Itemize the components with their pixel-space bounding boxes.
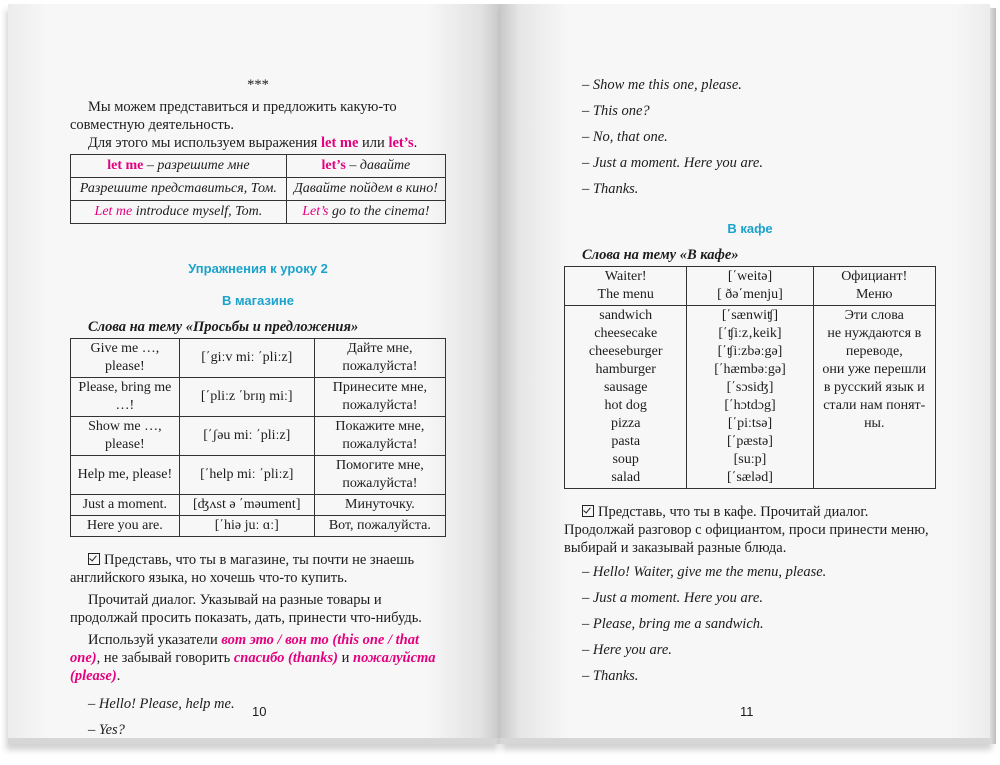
shop-header: В магазине bbox=[221, 293, 294, 308]
task-paragraph-2: Прочитай диалог. Указывай на разные товары и продолжай просить показать, дать, принести что-нибудь. bbox=[70, 592, 422, 626]
shop-dialog-continued bbox=[564, 76, 936, 198]
cafe-header: В кафе bbox=[727, 221, 773, 236]
table-row bbox=[565, 267, 936, 306]
dialog-line: – This one? bbox=[582, 103, 650, 119]
table-cell: Let me introduce myself, Tom. bbox=[71, 201, 287, 224]
right-page bbox=[500, 4, 990, 744]
cafe-task-paragraph: Представь, что ты в кафе. Прочитай диалог. Продолжай разговор с официантом, проси принести меню, выбирай и заказывай разные блюда. bbox=[564, 504, 929, 556]
table-row bbox=[71, 155, 446, 178]
table-cell: Just a moment. bbox=[71, 495, 180, 516]
task-paragraph: Представь, что ты в магазине, ты почти не знаешь английского языка, но хочешь что-то купить. bbox=[70, 552, 415, 586]
table-row bbox=[71, 456, 446, 495]
table-cell: Here you are. bbox=[71, 516, 180, 537]
checkbox-icon bbox=[582, 505, 594, 517]
cafe-table bbox=[564, 266, 936, 489]
dialog-line: – Just a moment. Here you are. bbox=[582, 590, 763, 606]
table-cell: [΄weitə] [ ðə΄menju] bbox=[687, 267, 813, 306]
intro-paragraph-2: Для этого мы используем выражения let me или let’s. bbox=[88, 135, 418, 151]
table-row bbox=[71, 178, 446, 201]
table-row bbox=[71, 378, 446, 417]
table-cell: let’s – давайте bbox=[286, 155, 445, 178]
page-number: 10 bbox=[252, 704, 267, 719]
dialog-line: – Hello! Waiter, give me the menu, please. bbox=[582, 564, 827, 580]
dialog-line: – Hello! Please, help me. bbox=[88, 696, 235, 712]
table-row bbox=[71, 339, 446, 378]
let-me-term: let me bbox=[320, 135, 359, 151]
table-row bbox=[71, 417, 446, 456]
page-number: 11 bbox=[740, 704, 754, 719]
cafe-words-title: Слова на тему «В кафе» bbox=[582, 247, 739, 263]
table-cell: Вот, пожалуйста. bbox=[314, 516, 445, 537]
table-row bbox=[71, 201, 446, 224]
table-cell: [΄ʃəu miː ΄pliːz] bbox=[179, 417, 314, 456]
table-cell: [ʤʌst ə ΄məument] bbox=[179, 495, 314, 516]
shop-words-title: Слова на тему «Просьбы и предложения» bbox=[88, 319, 359, 335]
table-cell: Дайте мне, пожалуйста! bbox=[314, 339, 445, 378]
table-row bbox=[71, 495, 446, 516]
table-cell: Waiter! The menu bbox=[565, 267, 687, 306]
checkbox-icon bbox=[88, 553, 100, 565]
table-cell: Минуточку. bbox=[314, 495, 445, 516]
dialog-line: – Thanks. bbox=[582, 181, 639, 197]
section-separator: *** bbox=[247, 77, 269, 93]
dialog-line: – Please, bring me a sandwich. bbox=[582, 616, 764, 632]
table-cell: Let’s go to the cinema! bbox=[286, 201, 445, 224]
table-cell: Help me, please! bbox=[71, 456, 180, 495]
shop-table bbox=[70, 338, 446, 537]
intro-paragraph: Мы можем представиться и предложить какую-то совместную деятельность. bbox=[70, 99, 397, 133]
let-table bbox=[70, 154, 446, 224]
table-cell: let me – разрешите мне bbox=[71, 155, 287, 178]
left-page bbox=[8, 4, 500, 744]
table-cell: Разрешите представиться, Том. bbox=[71, 178, 287, 201]
table-cell: Помогите мне, пожалуйста! bbox=[314, 456, 445, 495]
table-cell: [΄help miː ΄pliːz] bbox=[179, 456, 314, 495]
right-page-content bbox=[564, 76, 936, 693]
cafe-note-cell: Эти слова не нуждаются в переводе, они уже перешли в русский язык и стали нам понят- ны. bbox=[813, 306, 935, 489]
lets-term: let’s bbox=[388, 135, 414, 151]
book-spread bbox=[8, 4, 992, 756]
dialog-line: – Show me this one, please. bbox=[582, 77, 742, 93]
dialog-line: – Just a moment. Here you are. bbox=[582, 155, 763, 171]
dialog-line: – Yes? bbox=[88, 722, 125, 738]
table-cell: Принесите мне, пожалуйста! bbox=[314, 378, 445, 417]
table-cell: Покажите мне, пожалуйста! bbox=[314, 417, 445, 456]
table-cell: [΄pliːz ΄brɪŋ miː] bbox=[179, 378, 314, 417]
table-cell: Give me …, please! bbox=[71, 339, 180, 378]
dialog-line: – No, that one. bbox=[582, 129, 668, 145]
table-cell: Show me …, please! bbox=[71, 417, 180, 456]
task-paragraph-3: Используй указатели вот это / вон то (this one / that one), не забывай говорить спасибо (thanks) и пожалуйста (please). bbox=[70, 632, 436, 684]
cafe-words-cell: sandwich cheesecake cheeseburger hamburger sausage hot dog pizza pasta soup salad bbox=[565, 306, 687, 489]
table-cell: Официант! Меню bbox=[813, 267, 935, 306]
table-cell: Please, bring me …! bbox=[71, 378, 180, 417]
dialog-line: – Thanks. bbox=[582, 668, 639, 684]
dialog-line: – Here you are. bbox=[582, 642, 672, 658]
table-row bbox=[565, 306, 936, 489]
exercises-header: Упражнения к уроку 2 bbox=[188, 261, 328, 276]
cafe-dialog bbox=[564, 563, 936, 685]
table-row bbox=[71, 516, 446, 537]
left-page-content bbox=[70, 76, 446, 747]
table-cell: Давайте пойдем в кино! bbox=[286, 178, 445, 201]
cafe-transcriptions-cell: [΄sænwiʧ] [΄ʧiːz‚keik] [΄ʧiːzbəːgə] [΄hæmbəːgə] [΄sɔsiʤ] [΄hɔtdɔg] [΄piːtsə] [΄pæstə] [suːp] [΄sæləd] bbox=[687, 306, 813, 489]
table-cell: [΄hiə juː ɑː] bbox=[179, 516, 314, 537]
table-cell: [΄giːv miː ΄pliːz] bbox=[179, 339, 314, 378]
